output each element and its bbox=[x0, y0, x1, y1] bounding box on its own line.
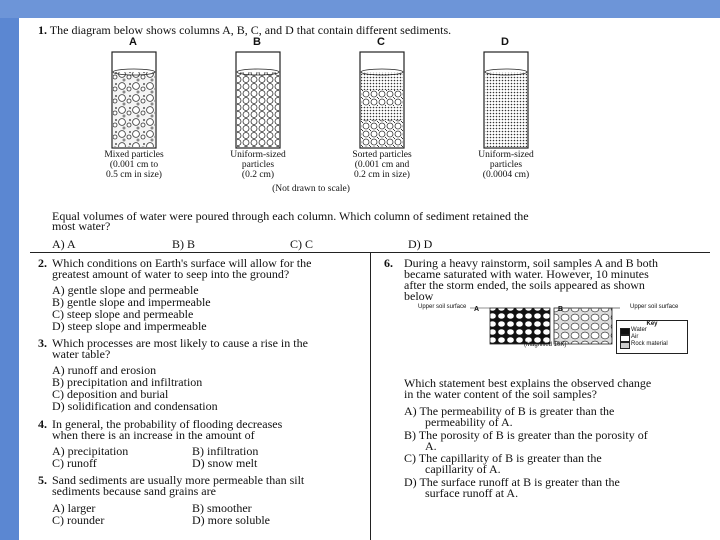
column-c-letter: C bbox=[377, 36, 385, 48]
q6-stem-line-1: During a heavy rainstorm, soil samples A and B both bbox=[404, 256, 658, 270]
q5-number: 5. bbox=[38, 473, 47, 487]
q6-choice-c-line-2[interactable]: capillarity of A. bbox=[425, 462, 501, 476]
q2-choice-c[interactable]: C) steep slope and permeable bbox=[52, 307, 194, 321]
rock-swatch bbox=[620, 342, 630, 349]
q3-stem-line-2: water table? bbox=[52, 347, 111, 361]
column-divider bbox=[370, 253, 371, 540]
caption-line: Uniform-sized bbox=[478, 150, 534, 160]
q6-stem-line-4: below bbox=[404, 289, 434, 303]
column-a bbox=[112, 52, 156, 148]
q1-stem-text: The diagram below shows columns A, B, C, and D that contain different sediments. bbox=[49, 23, 452, 37]
q2-number: 2. bbox=[38, 256, 47, 270]
q2-stem-line-1: Which conditions on Earth's surface will allow for the bbox=[52, 256, 312, 270]
q1-number: 1. bbox=[38, 23, 47, 37]
soil-sample-a-label: A bbox=[474, 306, 480, 313]
q6-stem-line-3: after the storm ended, the soils appeared as shown bbox=[404, 278, 645, 292]
column-c-caption bbox=[332, 150, 432, 180]
key-item-air bbox=[617, 334, 687, 341]
column-b-caption bbox=[208, 150, 308, 180]
soil-right-surface-label: Upper soil surface bbox=[630, 304, 679, 310]
q4-choice-d[interactable]: D) snow melt bbox=[192, 456, 258, 470]
q4-choice-c[interactable]: C) runoff bbox=[52, 456, 97, 470]
q1-choice-a[interactable]: A) A bbox=[52, 237, 76, 251]
q1-question-line-1: Equal volumes of water were poured through each column. Which column of sediment retained the bbox=[52, 209, 529, 223]
column-c bbox=[360, 52, 404, 148]
soil-key bbox=[616, 320, 688, 354]
q5-choice-c[interactable]: C) rounder bbox=[52, 513, 105, 527]
q6-choice-d-line-2[interactable]: surface runoff at A. bbox=[425, 486, 519, 500]
q3-choice-d[interactable]: D) solidification and condensation bbox=[52, 399, 218, 413]
column-b bbox=[236, 52, 280, 148]
q6-number: 6. bbox=[384, 256, 393, 270]
column-d-letter: D bbox=[501, 36, 509, 48]
caption-line: (0.001 cm and bbox=[354, 160, 410, 170]
q6-choice-a-line-1[interactable]: A) The permeability of B is greater than the bbox=[404, 404, 615, 418]
q1-choice-c[interactable]: C) C bbox=[290, 237, 314, 251]
caption-line: 0.5 cm in size) bbox=[106, 170, 162, 180]
q6-stem-line-2: became saturated with water. However, 10 minutes bbox=[404, 267, 649, 281]
key-item-label: Water bbox=[631, 327, 647, 333]
key-item-water bbox=[617, 327, 687, 334]
key-title: Key bbox=[646, 321, 658, 327]
caption-line: (0.2 cm) bbox=[241, 170, 275, 180]
q1-choice-b[interactable]: B) B bbox=[172, 237, 196, 251]
key-item-rock bbox=[617, 341, 687, 348]
q2-choice-b[interactable]: B) gentle slope and impermeable bbox=[52, 295, 211, 309]
q3-choice-c[interactable]: C) deposition and burial bbox=[52, 387, 169, 401]
q4-choice-b[interactable]: B) infiltration bbox=[192, 444, 259, 458]
column-d-caption bbox=[456, 150, 556, 180]
q6-choice-b-line-2[interactable]: A. bbox=[425, 439, 437, 453]
q4-stem-line-1: In general, the probability of flooding decreases bbox=[52, 417, 283, 431]
q6-choice-a-line-2[interactable]: permeability of A. bbox=[425, 415, 513, 429]
q1-question-line-2: most water? bbox=[52, 219, 111, 233]
q5-choice-b[interactable]: B) smoother bbox=[192, 501, 252, 515]
column-d bbox=[484, 52, 528, 148]
q6-choice-c-line-1[interactable]: C) The capillarity of B is greater than the bbox=[404, 451, 602, 465]
q5-stem-line-2: sediments because sand grains are bbox=[52, 484, 216, 498]
key-item-label: Rock material bbox=[631, 341, 668, 347]
soil-sample-a bbox=[490, 308, 550, 344]
key-item-label: Air bbox=[631, 334, 639, 340]
q3-stem-line-1: Which processes are most likely to cause a rise in the bbox=[52, 336, 308, 350]
q6-choice-d-line-1[interactable]: D) The surface runoff at B is greater than the bbox=[404, 475, 620, 489]
caption-line: (0.001 cm to bbox=[109, 160, 159, 170]
soil-left-surface-label: Upper soil surface bbox=[418, 304, 467, 310]
q5-stem-line-1: Sand sediments are usually more permeable than silt bbox=[52, 473, 305, 487]
q3-choice-b[interactable]: B) precipitation and infiltration bbox=[52, 375, 203, 389]
q2-choice-a[interactable]: A) gentle slope and permeable bbox=[52, 283, 199, 297]
q2-stem-line-2: greatest amount of water to seep into the ground? bbox=[52, 267, 290, 281]
q1-choice-d[interactable]: D) D bbox=[408, 237, 433, 251]
magnified-note: (Magnified 10X) bbox=[524, 342, 567, 348]
top-banner bbox=[0, 0, 720, 18]
column-a-caption bbox=[84, 150, 184, 180]
q3-choice-a[interactable]: A) runoff and erosion bbox=[52, 363, 157, 377]
q2-choice-d[interactable]: D) steep slope and impermeable bbox=[52, 319, 207, 333]
soil-sample-b-label: B bbox=[558, 306, 564, 313]
q4-number: 4. bbox=[38, 417, 47, 431]
caption-line: Uniform-sized bbox=[230, 150, 286, 160]
column-a-letter: A bbox=[129, 36, 137, 48]
caption-line: Mixed particles bbox=[104, 150, 164, 160]
q6-question-line-2: in the water content of the soil samples? bbox=[404, 387, 597, 401]
soil-sample-b bbox=[554, 308, 612, 344]
caption-line: Sorted particles bbox=[352, 150, 412, 160]
left-sidebar-bar bbox=[0, 18, 19, 540]
caption-line: (0.0004 cm) bbox=[482, 170, 530, 180]
q6-choice-b-line-1[interactable]: B) The porosity of B is greater than the porosity of bbox=[404, 428, 648, 442]
q5-choice-a[interactable]: A) larger bbox=[52, 501, 96, 515]
scale-note: (Not drawn to scale) bbox=[272, 184, 350, 194]
q5-choice-d[interactable]: D) more soluble bbox=[192, 513, 270, 527]
caption-line: particles bbox=[241, 160, 275, 170]
q6-question-line-1: Which statement best explains the observed change bbox=[404, 376, 652, 390]
caption-line: particles bbox=[489, 160, 523, 170]
column-b-letter: B bbox=[253, 36, 261, 48]
q4-stem-line-2: when there is an increase in the amount of bbox=[52, 428, 255, 442]
caption-line: 0.2 cm in size) bbox=[354, 170, 410, 180]
q4-choice-a[interactable]: A) precipitation bbox=[52, 444, 129, 458]
q3-number: 3. bbox=[38, 336, 47, 350]
